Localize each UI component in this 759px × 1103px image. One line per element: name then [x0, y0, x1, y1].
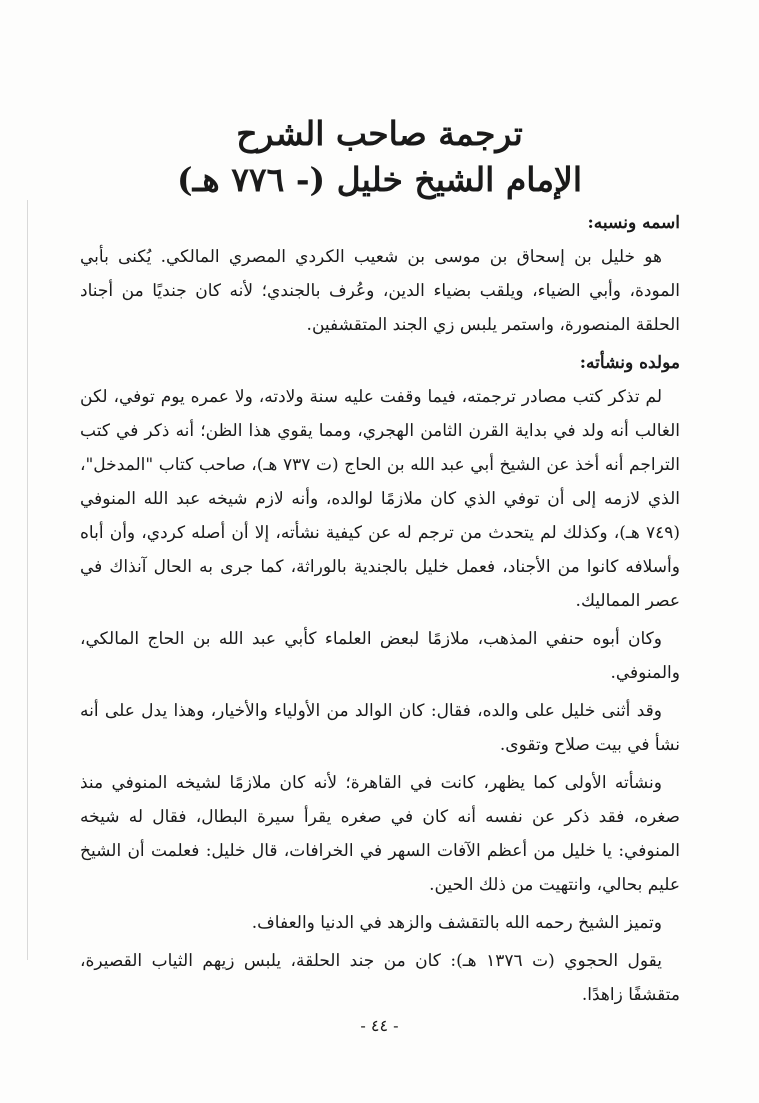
paragraph: لم تذكر كتب مصادر ترجمته، فيما وقفت عليه سنة ولادته، ولا عمره يوم توفي، لكن الغالب أنه ولد في بداية القرن الثامن الهجري، ومما يقوي هذا الظن؛ أنه ذكر في كتب التراجم أنه أخذ عن الشيخ أبي عبد الله بن الحاج (ت ٧٣٧ هـ)، صاحب كتاب "المدخل"، الذي لازمه إلى أن توفي الذي كان ملازمًا لوالده، وأنه لازم شيخه عبد الله المنوفي (٧٤٩ هـ)، وكذلك لم يتحدث من ترجم له عن كيفية نشأته، إلا أن أصله كردي، وأن أباه وأسلافه كانوا من الأجناد، فعمل خليل بالجندية بالوراثة، كما جرى به الحال آنذاك في عصر المماليك.: [80, 387, 681, 611]
page-number: - ٤٤ -: [360, 1016, 399, 1035]
body-text: [80, 206, 680, 1016]
paragraph: وكان أبوه حنفي المذهب، ملازمًا لبعض العلماء كأبي عبد الله بن الحاج المالكي، والمنوفي.: [80, 629, 680, 683]
paragraph: ونشأته الأولى كما يظهر، كانت في القاهرة؛ لأنه كان ملازمًا لشيخه المنوفي منذ صغره، فقد ذكر عن نفسه أنه كان في صغره يقرأ سيرة البطال، فقال له شيخه المنوفي: يا خليل من أعظم الآفات السهر في الخرافات، قال خليل: فعلمت أن الشيخ عليم بحالي، وانتهيت من ذلك الحين.: [80, 773, 680, 895]
page-subtitle: الإمام الشيخ خليل (- ٧٧٦ هـ): [177, 160, 582, 199]
section-heading-birth: مولده ونشأته:: [579, 353, 680, 373]
paragraph: وقد أثنى خليل على والده، فقال: كان الوالد من الأولياء والأخيار، وهذا يدل على أنه نشأ في بيت صلاح وتقوى.: [80, 701, 680, 755]
page-title: ترجمة صاحب الشرح: [236, 114, 523, 153]
title-block: [60, 112, 699, 204]
section-heading-name: اسمه ونسبه:: [587, 213, 680, 233]
paragraph: يقول الحجوي (ت ١٣٧٦ هـ): كان من جند الحلقة، يلبس زيهم الثياب القصيرة، متقشفًا زاهدًا.: [80, 951, 680, 1005]
paragraph: هو خليل بن إسحاق بن موسى بن شعيب الكردي المصري المالكي. يُكنى بأبي المودة، وأبي الضياء، ويلقب بضياء الدين، وعُرف بالجندي؛ لأنه كان جنديًا من أجناد الحلقة المنصورة، واستمر يلبس زي الجند المتقشفين.: [80, 247, 680, 335]
paragraph: وتميز الشيخ رحمه الله بالتقشف والزهد في الدنيا والعفاف.: [251, 913, 662, 933]
page-edge-shadow: [27, 200, 28, 960]
